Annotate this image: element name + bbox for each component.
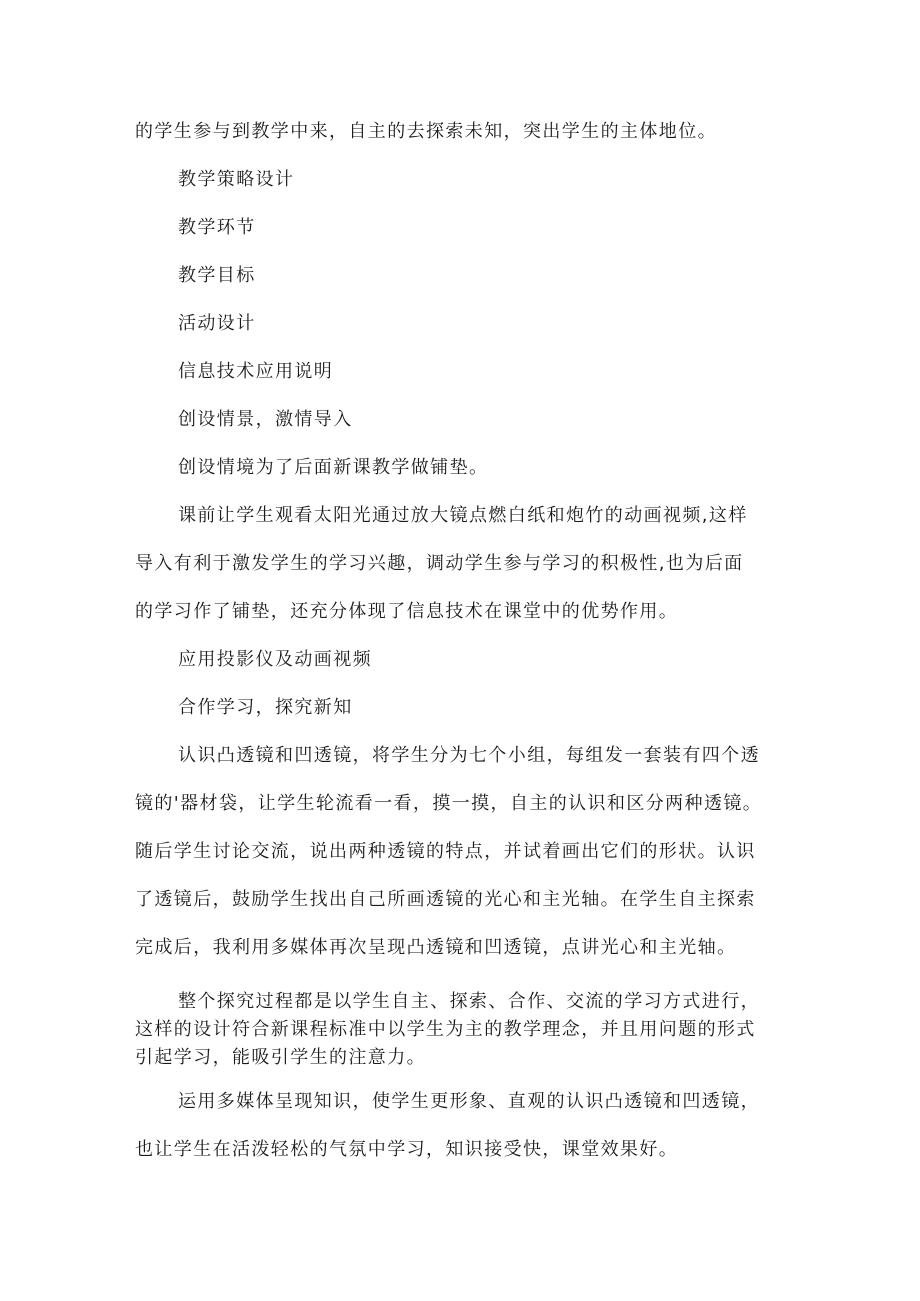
heading-cooperative-learning: 合作学习，探究新知 (178, 697, 353, 718)
heading-teaching-strategy: 教学策略设计 (178, 169, 295, 190)
paragraph-line: 这样的设计符合新课程标准中以学生为主的教学理念，并且用问题的形式 (135, 1019, 756, 1040)
paragraph-line: 也让学生在活泼轻松的气氛中学习，知识接受快，课堂效果好。 (135, 1139, 679, 1160)
paragraph-line: 的学生参与到教学中来，自主的去探索未知，突出学生的主体地位。 (135, 121, 717, 142)
paragraph-line: 完成后，我利用多媒体再次呈现凸透镜和凹透镜，点讲光心和主光轴。 (135, 937, 737, 958)
paragraph-line: 随后学生讨论交流，说出两种透镜的特点，并试着画出它们的形状。认识 (135, 841, 756, 862)
paragraph-line: 运用多媒体呈现知识，使学生更形象、直观的认识凸透镜和凹透镜， (178, 1091, 760, 1112)
heading-projector-video: 应用投影仪及动画视频 (178, 649, 372, 670)
paragraph-line: 的学习作了铺垫，还充分体现了信息技术在课堂中的优势作用。 (135, 601, 679, 622)
paragraph-line: 认识凸透镜和凹透镜，将学生分为七个小组，每组发一套装有四个透 (178, 745, 760, 766)
paragraph-line: 整个探究过程都是以学生自主、探索、合作、交流的学习方式进行， (178, 991, 760, 1012)
paragraph-line: 课前让学生观看太阳光通过放大镜点燃白纸和炮竹的动画视频,这样 (178, 505, 748, 526)
heading-teaching-step: 教学环节 (178, 217, 256, 238)
paragraph-line: 镜的'器材袋，让学生轮流看一看，摸一摸，自主的认识和区分两种透镜。 (135, 793, 763, 814)
heading-activity-design: 活动设计 (178, 313, 256, 334)
paragraph-line: 导入有利于激发学生的学习兴趣，调动学生参与学习的积极性,也为后面 (135, 553, 744, 574)
paragraph-line: 引起学习，能吸引学生的注意力。 (135, 1047, 426, 1068)
heading-teaching-goal: 教学目标 (178, 265, 256, 286)
paragraph-line: 了透镜后，鼓励学生找出自己所画透镜的光心和主光轴。在学生自主探索 (135, 889, 756, 910)
heading-create-scenario: 创设情景，激情导入 (178, 409, 353, 430)
heading-it-application: 信息技术应用说明 (178, 361, 334, 382)
paragraph-line: 创设情境为了后面新课教学做铺垫。 (178, 457, 489, 478)
